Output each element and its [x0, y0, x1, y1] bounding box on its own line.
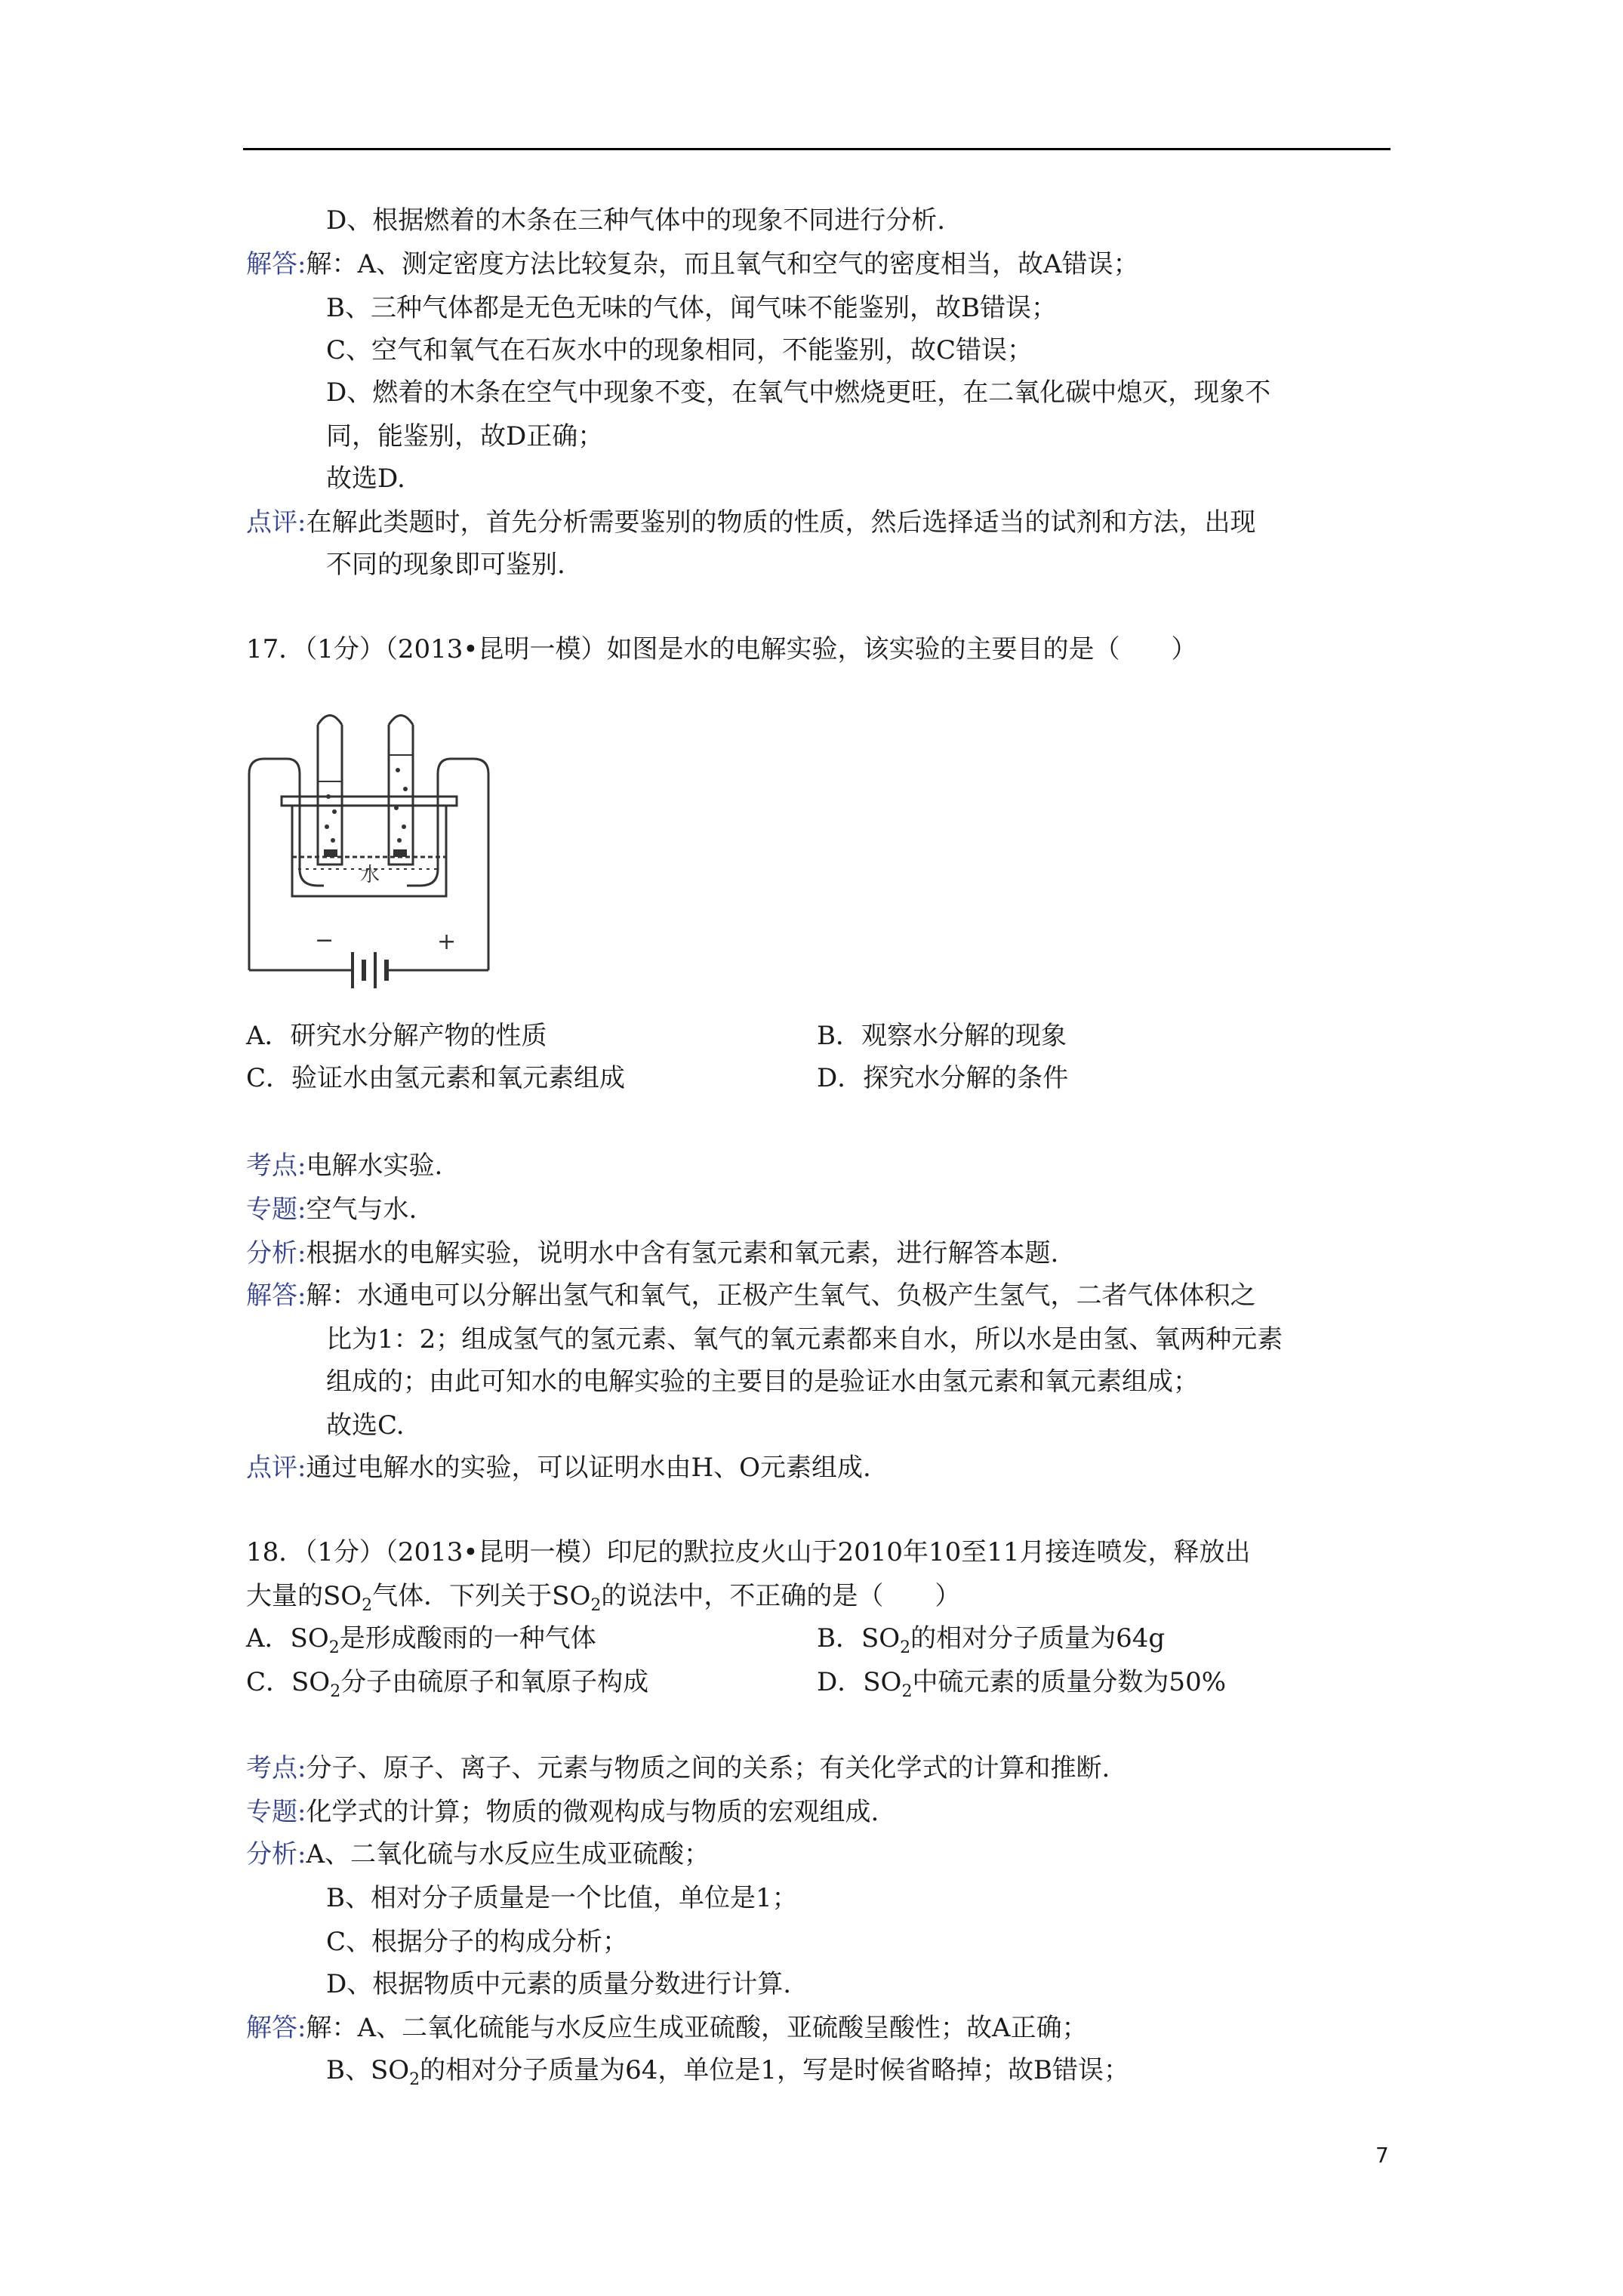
answer-row-a — [246, 248, 1139, 281]
analysis-d: D、根据燃着的木条在三种气体中的现象不同进行分析. — [326, 205, 946, 236]
fenxi-label: 分析: — [246, 1839, 306, 1869]
fenxi-text: 根据水的电解实验，说明水中含有氢元素和氧元素，进行解答本题. — [306, 1238, 1059, 1268]
q17-jieda-4: 故选C. — [326, 1410, 405, 1441]
opt-b-post: 的相对分子质量为64g — [910, 1623, 1166, 1653]
q18-fenxi-b: B、相对分子质量是一个比值，单位是1； — [326, 1883, 798, 1913]
kaodian-label: 考点: — [246, 1753, 306, 1783]
q17-option-d: D．探究水分解的条件 — [817, 1063, 1069, 1093]
answer-choice: 故选D. — [326, 464, 405, 494]
dianping-label: 点评: — [246, 1453, 306, 1483]
q18-stem-2 — [246, 1579, 960, 1623]
kaodian-text: 分子、原子、离子、元素与物质之间的关系；有关化学式的计算和推断. — [306, 1753, 1110, 1783]
subscript-2: 2 — [328, 1638, 340, 1657]
q17-kaodian — [246, 1149, 442, 1182]
q17-option-a: A．研究水分解产物的性质 — [246, 1021, 547, 1051]
subscript-2: 2 — [330, 1682, 341, 1701]
opt-c-pre: C．SO — [246, 1667, 331, 1697]
page-number: 7 — [1375, 2143, 1389, 2168]
opt-a-post: 是形成酸雨的一种气体 — [339, 1623, 596, 1653]
q17-stem: 17．（1分）（2013•昆明一模）如图是水的电解实验，该实验的主要目的是（ ） — [246, 634, 1197, 664]
q18-fenxi — [246, 1838, 710, 1871]
comment-1: 在解此类题时，首先分析需要鉴别的物质的性质，然后选择适当的试剂和方法，出现 — [306, 507, 1256, 538]
q18-zhuanti — [246, 1795, 879, 1829]
subscript-2: 2 — [900, 1638, 911, 1657]
comment-label: 点评: — [246, 507, 306, 538]
comment-row — [246, 506, 1255, 539]
fenxi-a: A、二氧化硫与水反应生成亚硫酸； — [306, 1839, 710, 1869]
figure-plus-sign: + — [437, 929, 457, 955]
q18-stem-1: 18．（1分）（2013•昆明一模）印尼的默拉皮火山于2010年10至11月接连喷发，释放出 — [246, 1537, 1251, 1567]
dianping-text: 通过电解水的实验，可以证明水由H、O元素组成. — [306, 1453, 871, 1483]
jieda-a: 解：A、二氧化硫能与水反应生成亚硫酸，亚硫酸呈酸性；故A正确； — [306, 2013, 1088, 2043]
comment-2: 不同的现象即可鉴别. — [326, 550, 565, 580]
jieda-label: 解答: — [246, 2013, 306, 2043]
figure-minus-sign: − — [315, 927, 334, 954]
q18-fenxi-c: C、根据分子的构成分析； — [326, 1927, 629, 1957]
answer-b: B、三种气体都是无色无味的气体，闻气味不能鉴别，故B错误； — [326, 293, 1057, 323]
q18-option-a — [246, 1622, 596, 1665]
subscript-2: 2 — [362, 1596, 373, 1615]
kaodian-text: 电解水实验. — [306, 1151, 443, 1181]
answer-label: 解答: — [246, 249, 306, 279]
stem-part-b: 气体．下列关于SO — [372, 1581, 591, 1611]
zhuanti-text: 空气与水. — [306, 1194, 417, 1225]
zhuanti-label: 专题: — [246, 1194, 306, 1225]
answer-d2: 同，能鉴别，故D正确； — [326, 421, 604, 451]
zhuanti-label: 专题: — [246, 1797, 306, 1827]
q18-option-d — [817, 1666, 1226, 1709]
stem-part-c: 的说法中，不正确的是（ ） — [601, 1581, 961, 1611]
opt-b-pre: B．SO — [817, 1623, 901, 1653]
q17-jieda-2: 比为1：2；组成氢气的氢元素、氧气的氧元素都来自水，所以水是由氢、氧两种元素 — [326, 1324, 1283, 1354]
fenxi-label: 分析: — [246, 1238, 306, 1268]
q18-kaodian — [246, 1752, 1110, 1785]
q17-zhuanti — [246, 1193, 417, 1226]
opt-c-post: 分子由硫原子和氧原子构成 — [340, 1667, 649, 1697]
stem-part-a: 大量的SO — [246, 1581, 362, 1611]
q18-fenxi-d: D、根据物质中元素的质量分数进行计算. — [326, 1969, 792, 1999]
subscript-2: 2 — [590, 1596, 602, 1615]
q17-fenxi — [246, 1237, 1058, 1270]
figure-water-label: 水 — [360, 864, 380, 886]
header-rule — [243, 148, 1390, 150]
jieda-b-post: 的相对分子质量为64，单位是1，写是时候省略掉；故B错误； — [420, 2055, 1130, 2085]
subscript-2: 2 — [901, 1682, 913, 1701]
answer-d1: D、燃着的木条在空气中现象不变，在氧气中燃烧更旺，在二氧化碳中熄灭，现象不 — [326, 378, 1271, 408]
q17-jieda — [246, 1279, 1255, 1312]
jieda-text-1: 解：水通电可以分解出氢气和氧气，正极产生氧气、负极产生氢气，二者气体体积之 — [306, 1281, 1256, 1311]
kaodian-label: 考点: — [246, 1151, 306, 1181]
q17-option-c: C．验证水由氢元素和氧元素组成 — [246, 1063, 626, 1093]
subscript-2: 2 — [409, 2070, 420, 2089]
opt-d-post: 中硫元素的质量分数为50% — [912, 1667, 1227, 1697]
q18-option-c — [246, 1666, 648, 1709]
answer-c: C、空气和氧气在石灰水中的现象相同，不能鉴别，故C错误； — [326, 335, 1033, 365]
q18-jieda-b — [326, 2054, 1129, 2097]
zhuanti-text: 化学式的计算；物质的微观构成与物质的宏观组成. — [306, 1797, 879, 1827]
q18-option-b — [817, 1622, 1165, 1665]
q17-dianping — [246, 1451, 871, 1484]
opt-a-pre: A．SO — [246, 1623, 329, 1653]
q18-jieda — [246, 2011, 1088, 2045]
q17-option-b: B．观察水分解的现象 — [817, 1021, 1067, 1051]
jieda-b-pre: B、SO — [326, 2055, 410, 2085]
opt-d-pre: D．SO — [817, 1667, 902, 1697]
electrolysis-figure — [245, 683, 502, 1000]
jieda-label: 解答: — [246, 1281, 306, 1311]
q17-jieda-3: 组成的；由此可知水的电解实验的主要目的是验证水由氢元素和氧元素组成； — [326, 1367, 1199, 1397]
answer-a: 解：A、测定密度方法比较复杂，而且氧气和空气的密度相当，故A错误； — [306, 249, 1139, 279]
